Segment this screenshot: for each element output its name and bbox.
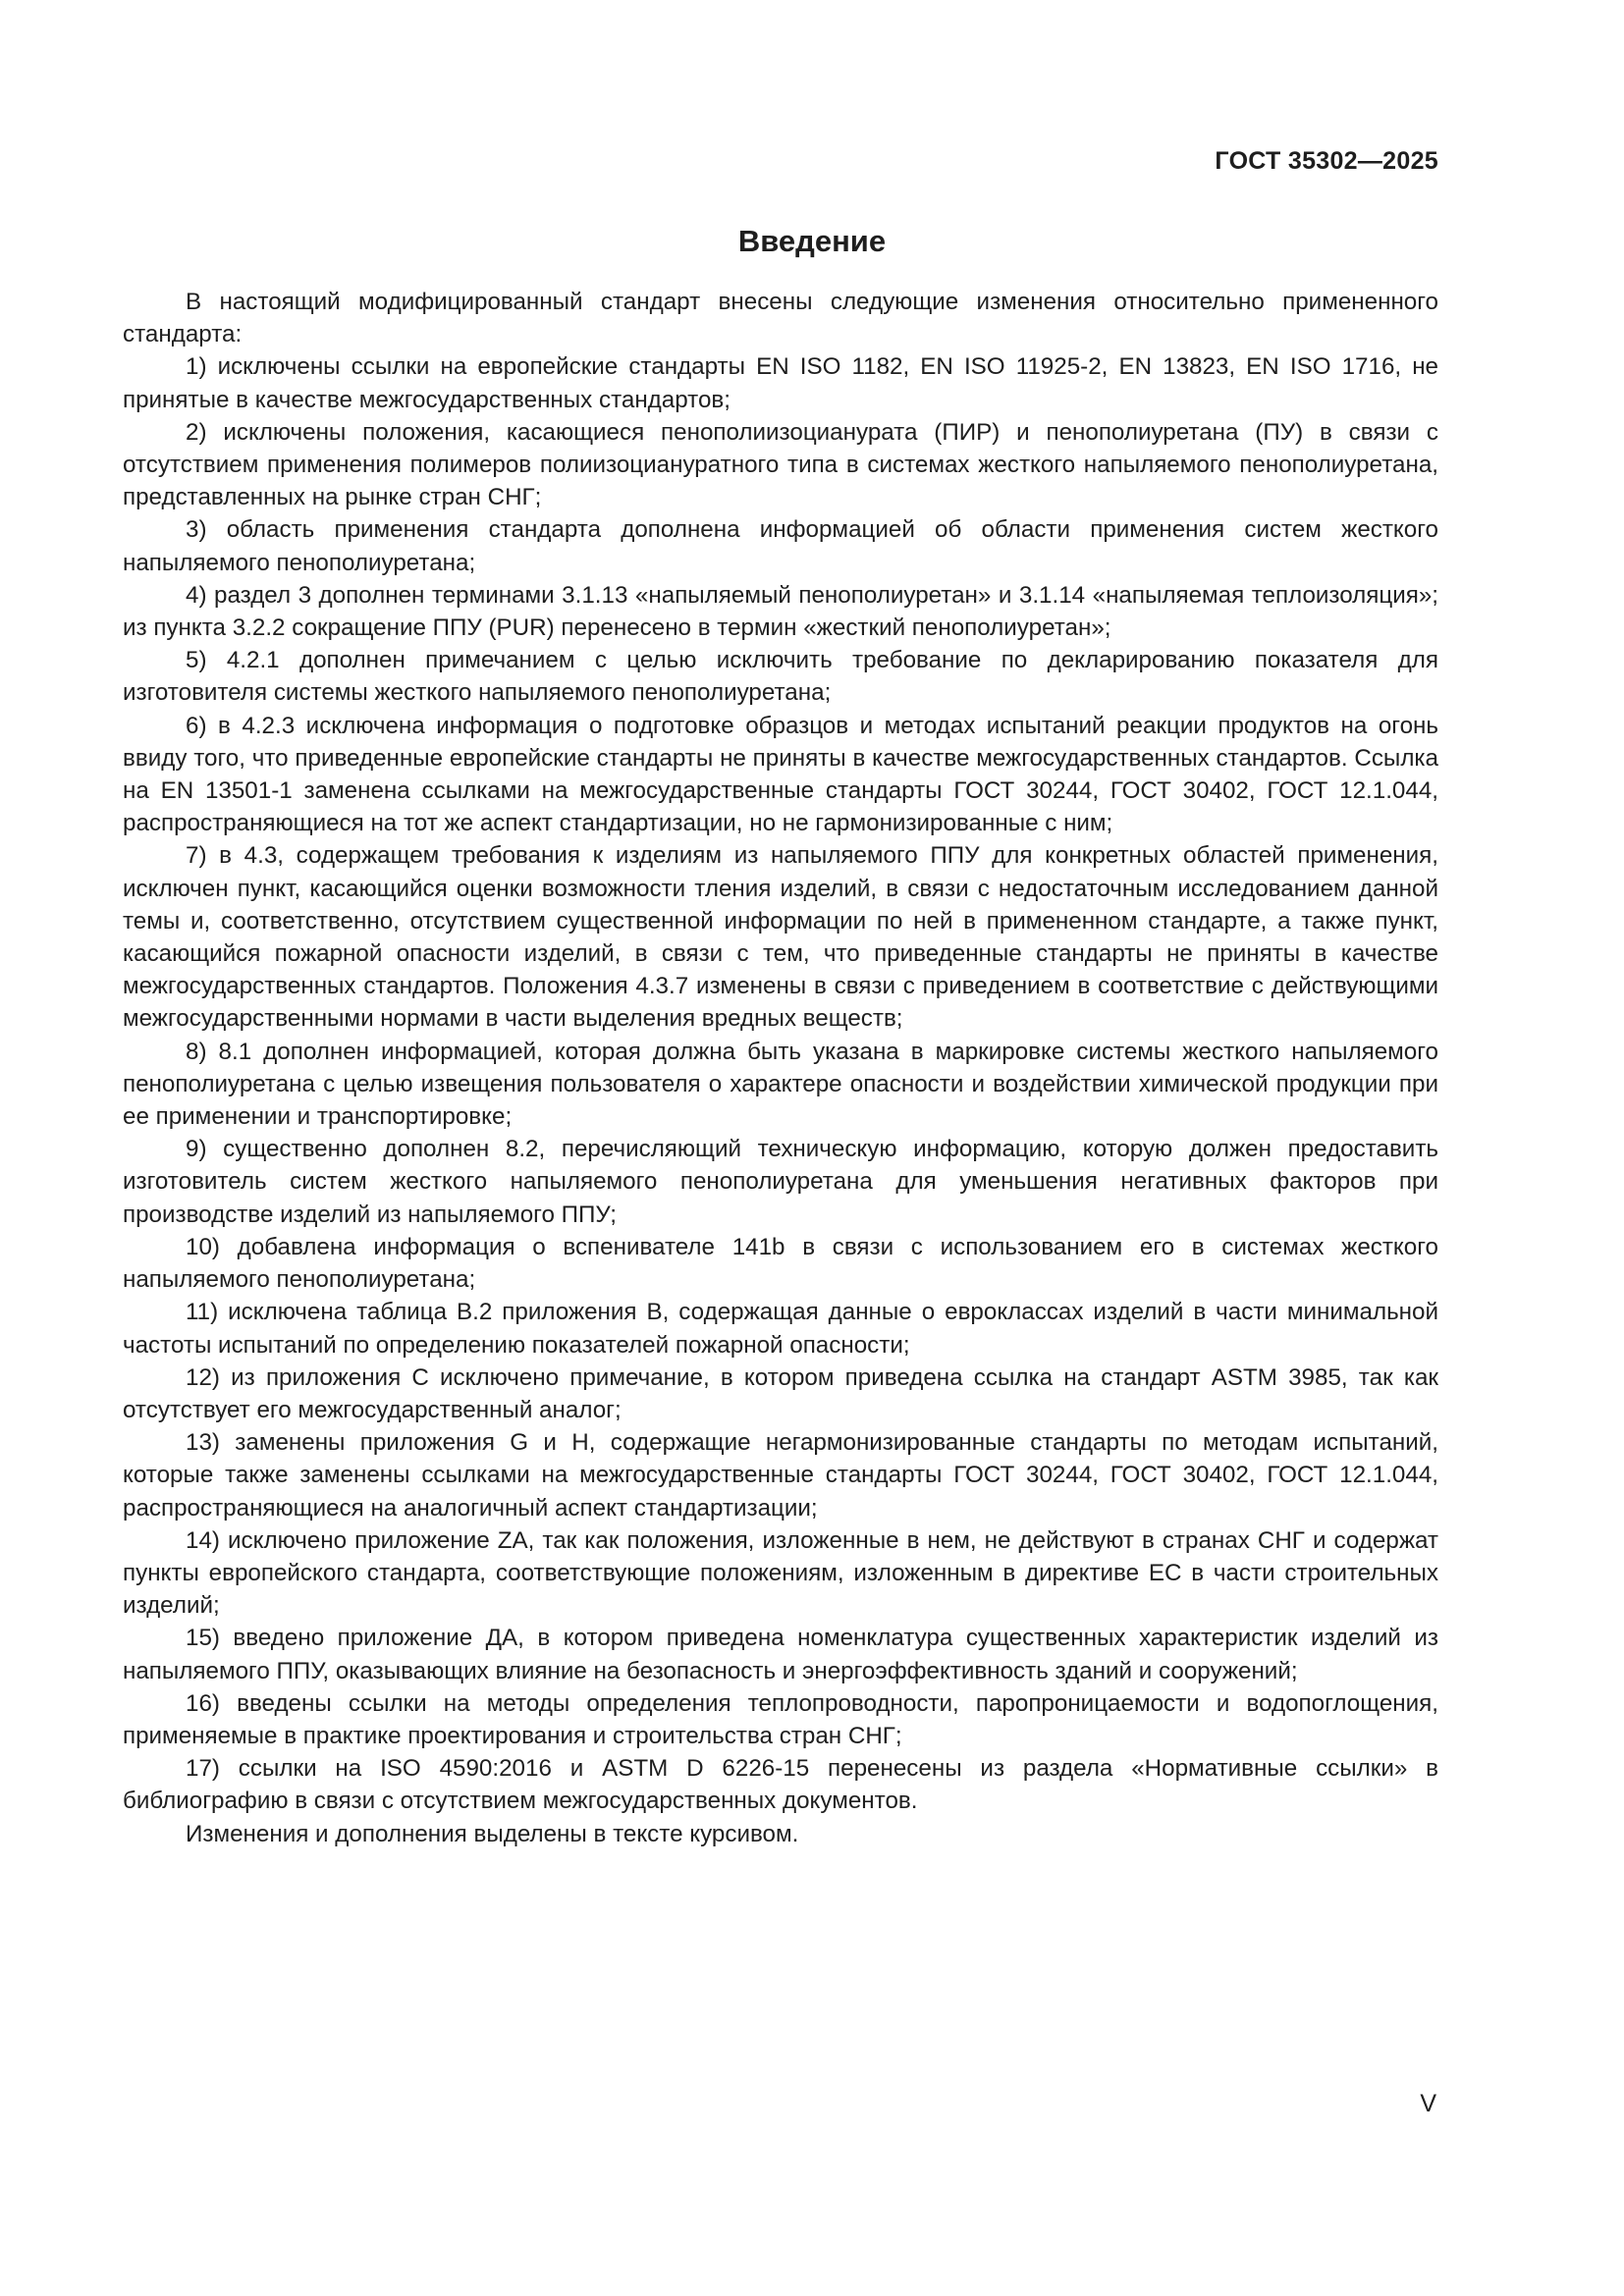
list-item-3: 3) область применения стандарта дополнена информацией об области применения систем жесткого напыляемого пенополиуретана; <box>123 516 1438 576</box>
section-title: Введение <box>737 224 887 258</box>
page-number: V <box>1420 2090 1436 2117</box>
list-item-14: 14) исключено приложение ZA, так как положения, изложенные в нем, не действуют в странах СНГ и содержат пункты европейского стандарта, соответствующие положениям, изложенным в директиве ЕС в части строительных изделий; <box>123 1526 1438 1620</box>
list-item-2: 2) исключены положения, касающиеся пенополиизоцианурата (ПИР) и пенополиуретана (ПУ) в связи с отсутствием применения полимеров полиизоциануратного типа в системах жесткого напыляемого пенополиуретана, представленных на рынке стран СНГ; <box>123 418 1438 511</box>
list-item-1: 1) исключены ссылки на европейские стандарты EN ISO 1182, EN ISO 11925-2, EN 13823, EN ISO 1716, не принятые в качестве межгосударственных стандартов; <box>123 353 1438 413</box>
list-item-15: 15) введено приложение ДА, в котором приведена номенклатура существенных характеристик изделий из напыляемого ППУ, оказывающих влияние на безопасность и энергоэффективность зданий и сооружений; <box>123 1625 1438 1684</box>
list-item-6: 6) в 4.2.3 исключена информация о подготовке образцов и методах испытаний реакции продуктов на огонь ввиду того, что приведенные европейские стандарты не приняты в качестве межгосударственных стандартов. Ссылка на EN 13501-1 заменена ссылками на межгосударственные стандарты ГОСТ 30244, ГОСТ 30402, ГОСТ 12.1.044, распространяющиеся на тот же аспект стандартизации, но не гармонизированные с ним; <box>123 712 1438 837</box>
list-item-8: 8) 8.1 дополнен информацией, которая должна быть указана в маркировке системы жесткого напыляемого пенополиуретана с целью извещения пользователя о характере опасности и воздействии химической продукции при ее применении и транспортировке; <box>123 1038 1438 1131</box>
list-item-4: 4) раздел 3 дополнен терминами 3.1.13 «напыляемый пенополиуретан» и 3.1.14 «напыляемая теплоизоляция»; из пункта 3.2.2 сокращение ППУ (PUR) перенесено в термин «жесткий пенополиуретан»; <box>123 581 1438 642</box>
list-item-10: 10) добавлена информация о вспенивателе 141b в связи с использованием его в системах жесткого напыляемого пенополиуретана; <box>123 1233 1438 1294</box>
list-item-7: 7) в 4.3, содержащем требования к изделиям из напыляемого ППУ для конкретных областей применения, исключен пункт, касающийся оценки возможности тления изделий, в связи с недостаточным исследованием данной темы и, соответственно, отсутствием существенной информации по ней в примененном стандарте, а также пункт, касающийся пожарной опасности изделий, в связи с тем, что приведенные стандарты не приняты в качестве межгосударственных стандартов. Положения 4.3.7 изменены в связи с приведением в соответствие с действующими межгосударственными нормами в части выделения вредных веществ; <box>123 842 1438 1033</box>
list-item-5: 5) 4.2.1 дополнен примечанием с целью исключить требование по декларированию показателя для изготовителя системы жесткого напыляемого пенополиуретана; <box>123 647 1438 707</box>
list-item-9: 9) существенно дополнен 8.2, перечисляющий техническую информацию, которую должен предоставить изготовитель систем жесткого напыляемого пенополиуретана для уменьшения негативных факторов при производстве изделий из напыляемого ППУ; <box>123 1136 1438 1228</box>
list-item-13: 13) заменены приложения G и H, содержащие негармонизированные стандарты по методам испытаний, которые также заменены ссылками на межгосударственные стандарты ГОСТ 30244, ГОСТ 30402, ГОСТ 12.1.044, распространяющиеся на аналогичный аспект стандартизации; <box>123 1429 1438 1522</box>
closing-paragraph: Изменения и дополнения выделены в тексте курсивом. <box>186 1820 799 1847</box>
list-item-17: 17) ссылки на ISO 4590:2016 и ASTM D 6226-15 перенесены из раздела «Нормативные ссылки» в библиографию в связи с отсутствием межгосударственных документов. <box>123 1755 1438 1815</box>
document-code: ГОСТ 35302—2025 <box>1215 147 1438 175</box>
list-item-16: 16) введены ссылки на методы определения теплопроводности, паропроницаемости и водопоглощения, применяемые в практике проектирования и строительства стран СНГ; <box>123 1689 1438 1749</box>
introduction-body <box>123 286 1438 1850</box>
list-item-11: 11) исключена таблица В.2 приложения В, содержащая данные о евроклассах изделий в части минимальной частоты испытаний по определению показателей пожарной опасности; <box>123 1299 1438 1359</box>
intro-paragraph: В настоящий модифицированный стандарт внесены следующие изменения относительно примененного стандарта: <box>123 289 1438 348</box>
list-item-12: 12) из приложения С исключено примечание, в котором приведена ссылка на стандарт ASTM 3985, так как отсутствует его межгосударственный аналог; <box>123 1363 1438 1423</box>
